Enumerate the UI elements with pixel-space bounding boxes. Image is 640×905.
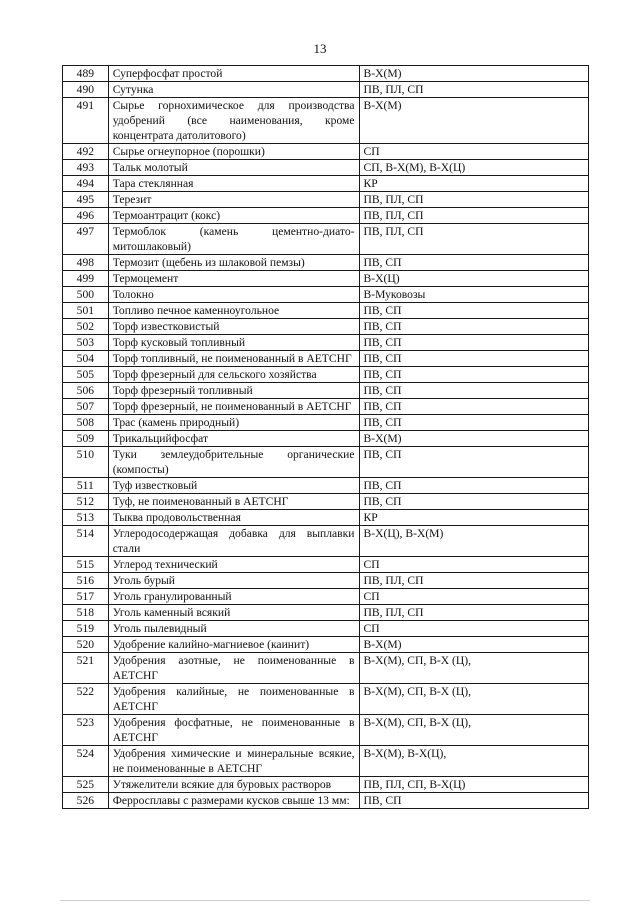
row-number-cell: 513: [63, 510, 109, 526]
cargo-name-cell: Топливо печное каменноугольное: [108, 303, 359, 319]
wagon-types-cell: В-Х(Ц): [359, 271, 589, 287]
bottom-divider: [60, 900, 590, 901]
row-number-cell: 504: [63, 351, 109, 367]
table-row: [63, 303, 589, 319]
row-number-cell: 492: [63, 144, 109, 160]
cargo-name-cell: Утяжелители всякие для буровых растворов: [108, 777, 359, 793]
table-row: [63, 653, 589, 684]
wagon-types-cell: В-Муковозы: [359, 287, 589, 303]
row-number-cell: 508: [63, 415, 109, 431]
table-row: [63, 383, 589, 399]
cargo-name-cell: Суперфосфат простой: [108, 66, 359, 82]
table-row: [63, 447, 589, 478]
row-number-cell: 500: [63, 287, 109, 303]
wagon-types-cell: ПВ, СП: [359, 255, 589, 271]
row-number-cell: 519: [63, 621, 109, 637]
cargo-name-cell: Сырье горнохимическое для производства удобрений (все наименования, кроме концентрата датолитового): [108, 98, 359, 144]
cargo-name-cell: Туки землеудобрительные органические (компосты): [108, 447, 359, 478]
row-number-cell: 499: [63, 271, 109, 287]
table-row: [63, 605, 589, 621]
table-row: [63, 399, 589, 415]
table-row: [63, 637, 589, 653]
row-number-cell: 489: [63, 66, 109, 82]
cargo-name-cell: Уголь гранулированный: [108, 589, 359, 605]
cargo-name-cell: Углеродосодержащая добавка для выплавки стали: [108, 526, 359, 557]
cargo-name-cell: Терезит: [108, 192, 359, 208]
wagon-types-cell: В-Х(Ц), В-Х(М): [359, 526, 589, 557]
table-row: [63, 510, 589, 526]
row-number-cell: 516: [63, 573, 109, 589]
table-row: [63, 478, 589, 494]
wagon-types-cell: ПВ, СП: [359, 793, 589, 809]
cargo-name-cell: Торф кусковый топливный: [108, 335, 359, 351]
row-number-cell: 526: [63, 793, 109, 809]
row-number-cell: 506: [63, 383, 109, 399]
cargo-name-cell: Торф фрезерный топливный: [108, 383, 359, 399]
row-number-cell: 503: [63, 335, 109, 351]
row-number-cell: 520: [63, 637, 109, 653]
wagon-types-cell: СП: [359, 589, 589, 605]
wagon-types-cell: ПВ, ПЛ, СП: [359, 224, 589, 255]
table-body: [63, 66, 589, 809]
row-number-cell: 517: [63, 589, 109, 605]
wagon-types-cell: СП: [359, 621, 589, 637]
wagon-types-cell: В-Х(М): [359, 637, 589, 653]
cargo-name-cell: Удобрения азотные, не поименованные в АЕТСНГ: [108, 653, 359, 684]
wagon-types-cell: ПВ, СП: [359, 399, 589, 415]
wagon-types-cell: ПВ, СП: [359, 447, 589, 478]
wagon-types-cell: СП: [359, 144, 589, 160]
table-row: [63, 82, 589, 98]
wagon-types-cell: СП: [359, 557, 589, 573]
cargo-name-cell: Уголь бурый: [108, 573, 359, 589]
table-row: [63, 793, 589, 809]
cargo-name-cell: Торф известковистый: [108, 319, 359, 335]
row-number-cell: 518: [63, 605, 109, 621]
cargo-name-cell: Удобрения химические и минеральные всякие, не поименованные в АЕТСНГ: [108, 746, 359, 777]
row-number-cell: 522: [63, 684, 109, 715]
table-row: [63, 98, 589, 144]
cargo-name-cell: Ферросплавы с размерами кусков свыше 13 мм:: [108, 793, 359, 809]
cargo-name-cell: Тара стеклянная: [108, 176, 359, 192]
table-row: [63, 431, 589, 447]
row-number-cell: 507: [63, 399, 109, 415]
cargo-name-cell: Торф фрезерный для сельского хозяйства: [108, 367, 359, 383]
row-number-cell: 496: [63, 208, 109, 224]
wagon-types-cell: В-Х(М): [359, 98, 589, 144]
table-row: [63, 621, 589, 637]
cargo-name-cell: Трикальцийфосфат: [108, 431, 359, 447]
wagon-types-cell: ПВ, СП: [359, 303, 589, 319]
page-number: 13: [313, 41, 327, 56]
table-row: [63, 557, 589, 573]
cargo-name-cell: Углерод технический: [108, 557, 359, 573]
wagon-types-cell: ПВ, СП: [359, 319, 589, 335]
table-row: [63, 192, 589, 208]
table-row: [63, 271, 589, 287]
wagon-types-cell: КР: [359, 176, 589, 192]
table-row: [63, 573, 589, 589]
wagon-types-cell: СП, В-Х(М), В-Х(Ц): [359, 160, 589, 176]
cargo-name-cell: Тальк молотый: [108, 160, 359, 176]
row-number-cell: 509: [63, 431, 109, 447]
table-row: [63, 351, 589, 367]
table-row: [63, 589, 589, 605]
wagon-types-cell: ПВ, ПЛ, СП: [359, 605, 589, 621]
wagon-types-cell: ПВ, ПЛ, СП: [359, 82, 589, 98]
wagon-types-cell: ПВ, СП: [359, 494, 589, 510]
row-number-cell: 494: [63, 176, 109, 192]
table-row: [63, 255, 589, 271]
wagon-types-cell: В-Х(М): [359, 431, 589, 447]
row-number-cell: 515: [63, 557, 109, 573]
table-row: [63, 176, 589, 192]
row-number-cell: 525: [63, 777, 109, 793]
wagon-types-cell: ПВ, ПЛ, СП: [359, 573, 589, 589]
cargo-name-cell: Термозит (щебень из шлаковой пемзы): [108, 255, 359, 271]
wagon-types-cell: В-Х(М), СП, В-Х (Ц),: [359, 653, 589, 684]
cargo-name-cell: Тыква продовольственная: [108, 510, 359, 526]
cargo-name-cell: Торф топливный, не поименованный в АЕТСНГ: [108, 351, 359, 367]
table-row: [63, 415, 589, 431]
cargo-name-cell: Термоблок (камень цементно-диато-митошлаковый): [108, 224, 359, 255]
cargo-table: [62, 65, 589, 809]
row-number-cell: 523: [63, 715, 109, 746]
row-number-cell: 521: [63, 653, 109, 684]
cargo-name-cell: Туф известковый: [108, 478, 359, 494]
wagon-types-cell: ПВ, СП: [359, 478, 589, 494]
row-number-cell: 501: [63, 303, 109, 319]
row-number-cell: 510: [63, 447, 109, 478]
wagon-types-cell: ПВ, ПЛ, СП: [359, 208, 589, 224]
row-number-cell: 497: [63, 224, 109, 255]
wagon-types-cell: ПВ, СП: [359, 383, 589, 399]
cargo-name-cell: Торф фрезерный, не поименованный в АЕТСНГ: [108, 399, 359, 415]
row-number-cell: 495: [63, 192, 109, 208]
table-row: [63, 335, 589, 351]
table-row: [63, 319, 589, 335]
wagon-types-cell: ПВ, ПЛ, СП, В-Х(Ц): [359, 777, 589, 793]
wagon-types-cell: КР: [359, 510, 589, 526]
cargo-name-cell: Туф, не поименованный в АЕТСНГ: [108, 494, 359, 510]
wagon-types-cell: ПВ, ПЛ, СП: [359, 192, 589, 208]
cargo-name-cell: Сутунка: [108, 82, 359, 98]
table-row: [63, 777, 589, 793]
wagon-types-cell: ПВ, СП: [359, 335, 589, 351]
row-number-cell: 502: [63, 319, 109, 335]
cargo-name-cell: Удобрения фосфатные, не поименованные в АЕТСНГ: [108, 715, 359, 746]
wagon-types-cell: В-Х(М): [359, 66, 589, 82]
cargo-name-cell: Термоантрацит (кокс): [108, 208, 359, 224]
row-number-cell: 491: [63, 98, 109, 144]
table-row: [63, 287, 589, 303]
wagon-types-cell: В-Х(М), СП, В-Х (Ц),: [359, 684, 589, 715]
cargo-name-cell: Удобрения калийные, не поименованные в АЕТСНГ: [108, 684, 359, 715]
wagon-types-cell: В-Х(М), В-Х(Ц),: [359, 746, 589, 777]
row-number-cell: 493: [63, 160, 109, 176]
cargo-name-cell: Трас (камень природный): [108, 415, 359, 431]
cargo-name-cell: Толокно: [108, 287, 359, 303]
cargo-name-cell: Удобрение калийно-магниевое (каинит): [108, 637, 359, 653]
table-row: [63, 746, 589, 777]
wagon-types-cell: В-Х(М), СП, В-Х (Ц),: [359, 715, 589, 746]
cargo-name-cell: Сырье огнеупорное (порошки): [108, 144, 359, 160]
cargo-name-cell: Уголь пылевидный: [108, 621, 359, 637]
table-row: [63, 367, 589, 383]
row-number-cell: 512: [63, 494, 109, 510]
cargo-name-cell: Уголь каменный всякий: [108, 605, 359, 621]
table-row: [63, 526, 589, 557]
table-row: [63, 224, 589, 255]
table-row: [63, 494, 589, 510]
table-row: [63, 208, 589, 224]
row-number-cell: 498: [63, 255, 109, 271]
table-row: [63, 144, 589, 160]
table-row: [63, 684, 589, 715]
wagon-types-cell: ПВ, СП: [359, 415, 589, 431]
row-number-cell: 490: [63, 82, 109, 98]
wagon-types-cell: ПВ, СП: [359, 367, 589, 383]
row-number-cell: 505: [63, 367, 109, 383]
row-number-cell: 514: [63, 526, 109, 557]
table-row: [63, 160, 589, 176]
wagon-types-cell: ПВ, СП: [359, 351, 589, 367]
row-number-cell: 524: [63, 746, 109, 777]
table-row: [63, 66, 589, 82]
cargo-name-cell: Термоцемент: [108, 271, 359, 287]
row-number-cell: 511: [63, 478, 109, 494]
table-row: [63, 715, 589, 746]
